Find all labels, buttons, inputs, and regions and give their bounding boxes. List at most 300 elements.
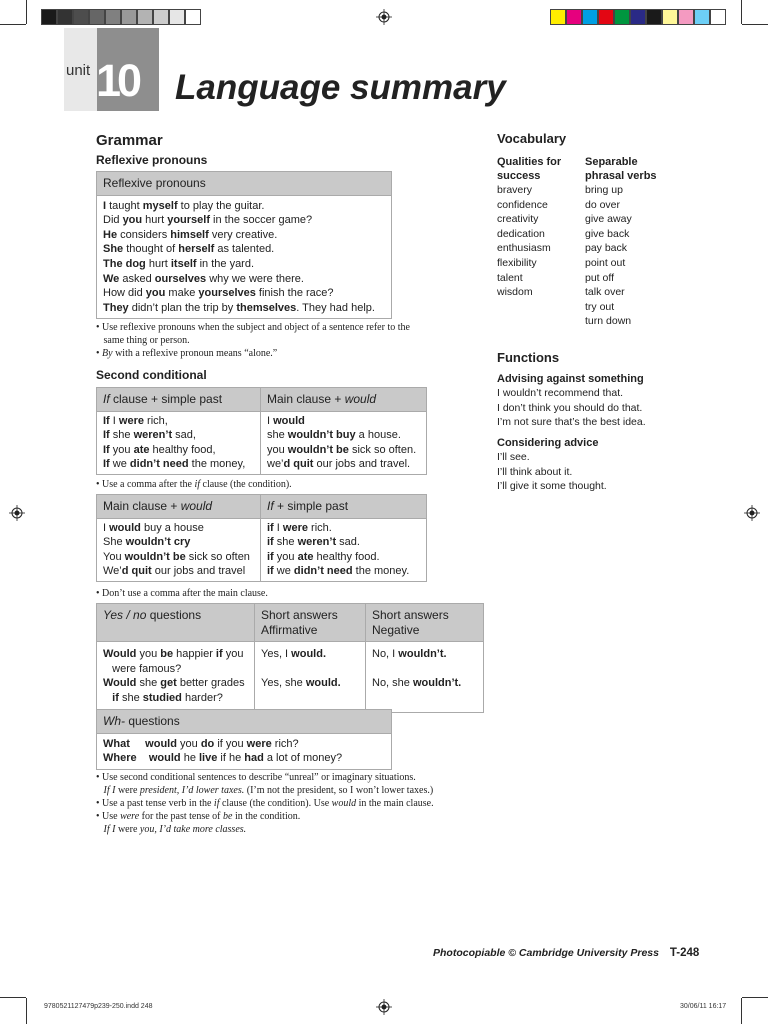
text-run: as talented. [214, 243, 275, 256]
text-run: You [103, 550, 125, 563]
vocab-item: bravery [497, 184, 533, 196]
text-run: we [109, 458, 130, 471]
text-run: would [148, 752, 181, 765]
text-run: ourselves [154, 272, 207, 285]
text-run: Where [103, 752, 137, 765]
text-run: yourselves [198, 287, 256, 300]
text-run: he [180, 752, 199, 765]
text-run: No, I [372, 648, 399, 661]
phrasal-verbs-list [585, 183, 657, 329]
text-run: We’ [103, 565, 122, 578]
vocab-item: pay back [585, 242, 628, 255]
text-run: she [118, 691, 143, 704]
text-run: Wh- [103, 714, 125, 728]
crop-mark [742, 997, 768, 998]
text-run: wouldn’t. [398, 648, 447, 661]
header-line: Affirmative [261, 622, 318, 637]
example-clause [103, 521, 254, 536]
color-swatch [646, 9, 662, 25]
question-line [103, 691, 248, 706]
text-run: for the past tense of [139, 811, 224, 822]
text-run: famous? [136, 662, 182, 675]
text-run: rich? [271, 737, 299, 750]
text-run: if [267, 536, 274, 549]
text-run: Main clause + [267, 392, 345, 406]
registration-mark-icon [376, 999, 392, 1015]
vocabulary-heading: Vocabulary [497, 131, 567, 146]
text-run: asked [119, 272, 155, 285]
vocab-item: bring up [585, 184, 623, 196]
text-run: wouldn’t be [124, 550, 186, 563]
yes-no-questions-table [96, 603, 484, 713]
text-run: to play the guitar. [177, 199, 265, 212]
vocab-item: do over [585, 198, 621, 211]
text-run: with a reflexive pronoun means “alone.” [112, 348, 278, 359]
short-answer [372, 676, 477, 691]
text-run: if [194, 479, 201, 490]
note-line [96, 334, 456, 347]
text-run: I [273, 521, 283, 534]
text-run: Yes, I [261, 648, 292, 661]
text-run: you [145, 287, 166, 300]
advising-heading: Advising against something [497, 373, 644, 385]
text-run: she [136, 677, 161, 690]
table-header [97, 604, 255, 642]
qualities-column [497, 155, 561, 300]
header-text [103, 499, 254, 514]
color-swatch [105, 9, 121, 25]
example-clause [267, 457, 420, 472]
text-run: were [118, 414, 144, 427]
text-run: why we were there. [206, 272, 304, 285]
table-header [366, 604, 484, 642]
example-clause [103, 428, 254, 443]
text-run: sick so often. [348, 443, 417, 456]
heading-line: phrasal verbs [585, 170, 657, 182]
vocab-item: try out [585, 300, 615, 313]
text-run: studied [142, 691, 182, 704]
note-line [96, 347, 456, 360]
question-line [103, 662, 248, 677]
text-run: If [103, 429, 110, 442]
registration-mark-icon [744, 505, 760, 521]
example-sentence [103, 199, 385, 214]
text-run: you [109, 443, 134, 456]
example-clause [267, 535, 420, 550]
text-run: • Use [96, 811, 121, 822]
text-run: if [213, 798, 220, 809]
table-header [255, 604, 366, 642]
text-run: you [136, 648, 161, 661]
text-run: I [103, 199, 107, 212]
example-sentence [103, 257, 385, 272]
example-clause [267, 521, 420, 536]
text-run: in the yard. [196, 257, 255, 270]
text-run: We [103, 272, 120, 285]
short-answer [261, 647, 359, 662]
text-run: considers [117, 228, 171, 241]
heading-line: success [497, 170, 541, 182]
note-line [96, 587, 268, 600]
text-run: had [244, 752, 264, 765]
text-run: How did [103, 287, 146, 300]
text-run: • Use a comma after the [96, 479, 195, 490]
text-run: wouldn’t cry [125, 536, 191, 549]
text-run: president, I’d lower taxes. [139, 785, 245, 796]
text-run [137, 752, 149, 764]
text-run: I [103, 521, 110, 534]
text-run: yourself [167, 214, 210, 227]
text-run: clause (the condition). [200, 479, 292, 490]
text-run: He [103, 228, 118, 241]
considering-list [497, 450, 607, 494]
text-run: ate [133, 443, 150, 456]
color-swatch [89, 9, 105, 25]
text-run: harder? [181, 691, 223, 704]
text-run: Short answers [372, 608, 449, 622]
text-run: would [344, 392, 377, 406]
text-run: were [282, 521, 308, 534]
text-run: buy a house [140, 521, 204, 534]
text-run: Short answers [261, 608, 338, 622]
no-comma-note [96, 587, 268, 600]
text-run: Yes / no [103, 608, 147, 622]
vocab-item: turn down [585, 315, 632, 328]
text-run: would [331, 798, 357, 809]
text-run: Would [103, 648, 137, 661]
function-phrase: I don’t think you should do that. [497, 401, 643, 414]
text-run: you, I’d take more classes. [139, 824, 247, 835]
qualities-list [497, 183, 561, 300]
copyright-line [433, 947, 699, 959]
text-run: No, she [372, 677, 413, 690]
unit-label: unit [66, 62, 91, 79]
text-run: If I [103, 785, 116, 796]
text-run: wouldn’t. [412, 677, 462, 690]
text-run: hurt [142, 214, 168, 227]
example-sentence [103, 272, 385, 287]
page-number: T-248 [669, 947, 700, 959]
example-sentence [103, 213, 385, 228]
text-run: thought of [123, 243, 179, 256]
text-run: in the main clause. [356, 798, 434, 809]
note-line [96, 478, 292, 491]
if-clause-column [97, 411, 261, 474]
example-clause [267, 443, 420, 458]
text-run: itself [170, 257, 197, 270]
text-run: sick so often [185, 550, 250, 563]
text-run: She [103, 243, 124, 256]
file-slug: 9780521127479p239-250.indd 248 [44, 1003, 153, 1010]
color-swatch [169, 9, 185, 25]
note-line [96, 810, 496, 823]
text-run: hurt [145, 257, 171, 270]
vocab-item: give back [585, 227, 630, 240]
text-run: • Use a past tense verb in the [96, 798, 214, 809]
text-run: If [103, 443, 110, 456]
text-run: questions [146, 608, 202, 622]
text-run: if [267, 565, 274, 578]
phrasal-verbs-heading [585, 155, 657, 183]
text-run: taught [106, 199, 143, 212]
text-run: you [176, 737, 201, 750]
vocab-item: confidence [497, 198, 548, 211]
heading-line: Qualities for [497, 156, 562, 168]
text-run: were [115, 824, 140, 835]
considering-section [497, 436, 607, 494]
text-run: would. [291, 648, 326, 661]
functions-heading: Functions [497, 350, 560, 365]
example-sentence [103, 286, 385, 301]
example-sentence [103, 301, 385, 316]
note-line [96, 797, 496, 810]
text-run: + simple past [273, 499, 349, 513]
text-run: if [267, 521, 274, 534]
reflexive-examples [97, 195, 392, 319]
header-line: Negative [372, 622, 420, 637]
advising-section [497, 372, 646, 430]
color-swatch [710, 9, 726, 25]
text-run: same thing or person. [96, 335, 190, 346]
example-clause [267, 414, 420, 429]
text-run: • Use second conditional sentences to describe “unreal” or imaginary situations. [96, 772, 416, 783]
header-text [267, 499, 420, 514]
heading-line: Separable [585, 156, 638, 168]
vocab-item: creativity [497, 213, 539, 226]
text-run: in the condition. [232, 811, 301, 822]
text-run: a house. [355, 429, 401, 442]
text-run: happier [173, 648, 216, 661]
text-run: sad. [336, 536, 360, 549]
text-run: would [145, 737, 177, 750]
text-run: What [103, 737, 130, 750]
header-text [267, 392, 420, 407]
text-run: very creative. [208, 228, 278, 241]
header-text [261, 608, 338, 622]
note-line [96, 823, 496, 836]
text-run: you [222, 648, 244, 661]
text-run: would [180, 499, 213, 513]
considering-heading: Considering advice [497, 437, 599, 449]
example-clause [103, 535, 254, 550]
color-swatch [582, 9, 598, 25]
text-run: ate [297, 550, 314, 563]
main-clause-column [97, 518, 261, 581]
color-swatch [598, 9, 614, 25]
color-swatch [678, 9, 694, 25]
text-run: if [112, 691, 119, 704]
crop-mark [742, 24, 768, 25]
function-phrase: I’ll see. [497, 451, 530, 463]
example-clause [103, 564, 254, 579]
note-line [96, 784, 496, 797]
short-answer [261, 676, 359, 691]
wh-questions-table [96, 709, 392, 770]
color-swatch [73, 9, 89, 25]
text-run [130, 738, 145, 750]
color-swatch [137, 9, 153, 25]
text-run: By [102, 348, 113, 359]
table-header [97, 495, 261, 519]
text-run: If [103, 414, 110, 427]
text-run: if [267, 550, 274, 563]
text-run: questions [125, 714, 180, 728]
text-run: . They had help. [296, 301, 375, 314]
example-clause [103, 550, 254, 565]
text-run: She [103, 536, 126, 549]
header-text [103, 608, 248, 623]
vocab-item: point out [585, 256, 626, 269]
example-clause [267, 550, 420, 565]
example-sentence [103, 228, 385, 243]
header-text [103, 714, 385, 729]
color-swatch [614, 9, 630, 25]
vocab-item: talent [497, 271, 523, 284]
text-run: finish the race? [255, 287, 334, 300]
crop-mark [26, 0, 27, 24]
text-run: if [215, 648, 223, 661]
text-run: do [200, 737, 215, 750]
text-run: If [267, 499, 274, 513]
text-run: didn’t plan the trip by [128, 301, 237, 314]
vocab-item: put off [585, 271, 614, 284]
text-run: make [165, 287, 199, 300]
unit-number: 10 [96, 55, 139, 106]
note-line [96, 771, 496, 784]
table-header [261, 495, 427, 519]
copyright-text: Photocopiable © Cambridge University Press [433, 947, 659, 959]
crop-mark [0, 997, 26, 998]
function-phrase: I wouldn’t recommend that. [497, 387, 624, 399]
example-clause [103, 414, 254, 429]
vocab-item: talk over [585, 286, 625, 299]
text-run: If I [103, 824, 116, 835]
text-run: we’ [267, 458, 284, 471]
text-run: a lot of money? [263, 752, 343, 765]
text-run: wouldn’t buy [287, 429, 356, 442]
vocab-item: give away [585, 213, 632, 226]
text-run: wouldn’t be [287, 443, 349, 456]
registration-mark-icon [376, 9, 392, 25]
qualities-heading [497, 155, 561, 183]
text-run: herself [178, 243, 215, 256]
text-run: sad, [172, 429, 196, 442]
text-run: They [103, 301, 129, 314]
text-run: better grades [176, 677, 245, 690]
text-run: would [273, 414, 305, 427]
table-header: Reflexive pronouns [97, 172, 392, 196]
text-run: I [267, 414, 274, 427]
text-run: clause + simple past [109, 392, 223, 406]
example-clause [267, 428, 420, 443]
color-swatch [41, 9, 57, 25]
color-swatch [694, 9, 710, 25]
text-run: weren’t [133, 429, 173, 442]
negative-column [366, 642, 484, 712]
main-clause-column [261, 411, 427, 474]
text-run: in the soccer game? [210, 214, 313, 227]
text-run: themselves [236, 301, 297, 314]
crop-mark [741, 0, 742, 24]
text-run: healthy food, [149, 443, 216, 456]
text-run: The dog [103, 257, 146, 270]
conditional-table-1 [96, 387, 427, 475]
function-phrase: I’ll give it some thought. [497, 480, 607, 493]
text-run: you [273, 550, 298, 563]
question-line [103, 676, 248, 691]
text-run: were [103, 662, 137, 675]
text-run: myself [142, 199, 178, 212]
short-answer [372, 647, 477, 662]
reflexive-notes [96, 321, 456, 360]
text-run: the money, [188, 458, 246, 471]
function-phrase: I’m not sure that’s the best idea. [497, 416, 646, 429]
reflexive-subheading: Reflexive pronouns [96, 153, 208, 167]
example-clause [103, 457, 254, 472]
vocab-item: wisdom [497, 286, 533, 299]
text-run: Yes, she [261, 677, 306, 690]
text-run: healthy food. [313, 550, 380, 563]
text-run: you [267, 443, 288, 456]
registration-mark-icon [9, 505, 25, 521]
text-run: be [223, 811, 233, 822]
color-swatch [630, 9, 646, 25]
second-conditional-subheading: Second conditional [96, 368, 207, 382]
affirmative-column [255, 642, 366, 712]
grammar-heading: Grammar [96, 132, 163, 149]
header-text [103, 392, 254, 407]
wh-examples [97, 733, 392, 769]
date-slug: 30/06/11 16:17 [680, 1003, 727, 1010]
text-run: Main clause + [103, 499, 181, 513]
text-run [103, 692, 112, 704]
color-swatch [662, 9, 678, 25]
text-run: rich. [307, 521, 332, 534]
text-run: you [122, 214, 143, 227]
text-run: I [109, 414, 119, 427]
text-run: didn’t need [129, 458, 189, 471]
text-run: the money. [352, 565, 410, 578]
note-line [96, 321, 456, 334]
color-swatch [153, 9, 169, 25]
conditional-table-2 [96, 494, 427, 582]
text-run: himself [170, 228, 209, 241]
text-run: If [103, 458, 110, 471]
text-run: she [273, 536, 298, 549]
page-title: Language summary [175, 68, 506, 107]
advising-list [497, 386, 646, 430]
text-run: rich, [143, 414, 168, 427]
example-clause [267, 564, 420, 579]
text-run: if you [214, 737, 247, 750]
vocab-item: flexibility [497, 256, 537, 269]
table-header [97, 710, 392, 734]
header-text [372, 608, 449, 622]
text-run: our jobs and travel. [313, 458, 411, 471]
example-question [103, 751, 385, 766]
text-run: weren’t [297, 536, 337, 549]
text-run: • Use reflexive pronouns when the subject and object of a sentence refer to the [96, 322, 410, 333]
crop-mark [26, 998, 27, 1024]
text-run: were [120, 811, 140, 822]
text-run: live [199, 752, 218, 765]
text-run: she [109, 429, 134, 442]
text-run: • Don’t use a comma after the main clause. [96, 588, 268, 599]
vocab-item: enthusiasm [497, 242, 551, 255]
text-run: she [267, 429, 288, 442]
comma-note [96, 478, 292, 491]
text-run: d quit [283, 458, 314, 471]
